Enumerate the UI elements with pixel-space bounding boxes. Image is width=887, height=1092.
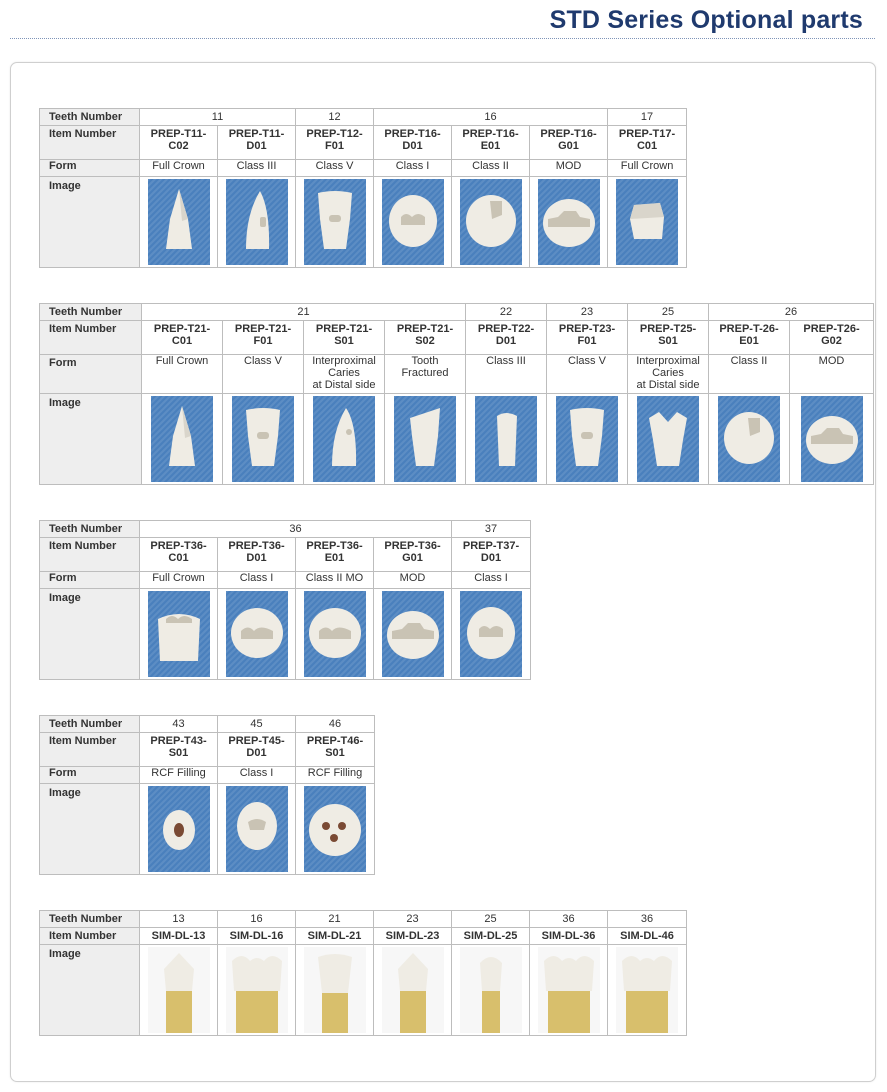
tooth-number-cell: 22 xyxy=(466,304,547,321)
molar-class-ii-prep-icon[interactable] xyxy=(304,591,366,677)
item-number-cell xyxy=(374,538,452,572)
form-cell xyxy=(547,355,628,394)
item-code-line: C01 xyxy=(636,140,658,152)
image-cell xyxy=(374,589,452,680)
form-label: Form xyxy=(40,572,140,589)
molar-sim-tooth-icon[interactable] xyxy=(538,947,600,1033)
form-cell: Class III xyxy=(218,160,296,177)
anterior-class-iii-prep-icon[interactable] xyxy=(226,179,288,265)
anterior-full-crown-prep-icon[interactable] xyxy=(148,179,210,265)
tooth-number-cell: 17 xyxy=(608,109,687,126)
item-number-label: Item Number xyxy=(40,538,140,572)
tooth-number-cell: 36 xyxy=(608,911,687,928)
tooth-illustration xyxy=(148,947,210,1033)
tooth-illustration xyxy=(475,396,537,482)
image-cell xyxy=(547,394,628,485)
item-number-cell xyxy=(790,321,874,355)
item-number-cell xyxy=(296,538,374,572)
item-code-line: E01 xyxy=(480,140,501,152)
form-line: Tooth xyxy=(411,355,439,367)
item-number-cell xyxy=(709,321,790,355)
image-cell xyxy=(374,945,452,1036)
form-line: Fractured xyxy=(401,367,449,379)
incisor-sim-tooth-icon[interactable] xyxy=(304,947,366,1033)
anterior-rcf-prep-icon[interactable] xyxy=(148,786,210,872)
item-code-line: E01 xyxy=(739,335,759,347)
image-cell xyxy=(530,945,608,1036)
tooth-number-cell: 46 xyxy=(296,716,375,733)
image-cell xyxy=(452,589,531,680)
tooth-illustration xyxy=(382,591,444,677)
item-code-line: PREP-T43- xyxy=(150,735,207,747)
image-label: Image xyxy=(40,394,142,485)
item-code-line: D01 xyxy=(402,140,423,152)
anterior-caries-prep-icon[interactable] xyxy=(313,396,375,482)
item-number-cell xyxy=(140,126,218,160)
form-cell xyxy=(223,355,304,394)
form-cell xyxy=(304,355,385,394)
item-number-label: Item Number xyxy=(40,928,140,945)
item-code-line: S02 xyxy=(415,335,435,347)
item-number-cell xyxy=(296,126,374,160)
molar-mod-prep-icon[interactable] xyxy=(538,179,600,265)
anterior-class-v-prep-icon[interactable] xyxy=(556,396,618,482)
form-line: Caries xyxy=(328,367,360,379)
tooth-illustration xyxy=(382,179,444,265)
parts-table-2 xyxy=(39,303,874,485)
form-line: at Distal side xyxy=(636,379,700,391)
molar-class-i-prep-icon[interactable] xyxy=(382,179,444,265)
tooth-illustration xyxy=(226,786,288,872)
form-cell xyxy=(790,355,874,394)
item-number-label: Item Number xyxy=(40,733,140,767)
image-cell xyxy=(218,784,296,875)
item-code-line: PREP-T26- xyxy=(803,323,860,335)
form-cell xyxy=(628,355,709,394)
image-cell xyxy=(296,784,375,875)
tooth-illustration xyxy=(382,947,444,1033)
form-cell: MOD xyxy=(530,160,608,177)
item-number-cell: SIM-DL-13 xyxy=(140,928,218,945)
molar-mod-prep-icon[interactable] xyxy=(801,396,863,482)
image-cell xyxy=(140,589,218,680)
image-cell xyxy=(466,394,547,485)
item-code-line: PREP-T21- xyxy=(315,323,373,335)
item-number-cell: SIM-DL-46 xyxy=(608,928,687,945)
item-code-line: D01 xyxy=(480,552,502,564)
item-number-cell: SIM-DL-36 xyxy=(530,928,608,945)
item-code-line: PREP-T22- xyxy=(477,323,535,335)
item-code-line: C01 xyxy=(171,335,193,347)
item-code-line: PREP-T21- xyxy=(234,323,292,335)
item-number-cell: SIM-DL-16 xyxy=(218,928,296,945)
molar-mod-prep-icon[interactable] xyxy=(382,591,444,677)
image-cell xyxy=(140,945,218,1036)
tooth-number-cell: 16 xyxy=(374,109,608,126)
image-cell xyxy=(223,394,304,485)
item-number-cell xyxy=(385,321,466,355)
item-code-line: PREP-T17- xyxy=(618,128,676,140)
form-cell: Class V xyxy=(296,160,374,177)
item-code-line: PREP-T36- xyxy=(228,540,285,552)
form-line: Class V xyxy=(244,355,282,367)
form-cell xyxy=(385,355,466,394)
image-cell xyxy=(608,177,687,268)
tooth-illustration xyxy=(148,786,210,872)
item-code-line: D01 xyxy=(246,552,267,564)
form-cell: Class I xyxy=(452,572,531,589)
image-cell xyxy=(296,589,374,680)
form-label: Form xyxy=(40,355,142,394)
item-code-line: G01 xyxy=(558,140,579,152)
tooth-illustration xyxy=(226,591,288,677)
image-cell xyxy=(296,945,374,1036)
tooth-illustration xyxy=(718,396,780,482)
item-code-line: PREP-T21- xyxy=(396,323,454,335)
tooth-illustration xyxy=(232,396,294,482)
tooth-number-cell: 36 xyxy=(140,521,452,538)
image-cell xyxy=(452,945,530,1036)
form-line: Class II xyxy=(730,355,768,367)
tooth-illustration xyxy=(304,591,366,677)
item-number-cell xyxy=(547,321,628,355)
form-line: Class III xyxy=(486,355,526,367)
molar-full-crown-prep-icon[interactable] xyxy=(616,179,678,265)
form-line: MOD xyxy=(818,355,845,367)
image-cell xyxy=(218,177,296,268)
tooth-number-cell: 21 xyxy=(142,304,466,321)
parts-table-3 xyxy=(39,520,531,680)
form-cell: Full Crown xyxy=(140,160,218,177)
tooth-illustration xyxy=(801,396,863,482)
item-code-line: PREP-T23- xyxy=(558,323,616,335)
item-code-line: F01 xyxy=(325,140,344,152)
tooth-illustration xyxy=(226,947,288,1033)
molar-sim-tooth-icon[interactable] xyxy=(226,947,288,1033)
item-code-line: S01 xyxy=(658,335,678,347)
form-line: Caries xyxy=(652,367,684,379)
molar-class-i-prep-icon[interactable] xyxy=(460,591,522,677)
tooth-number-cell: 12 xyxy=(296,109,374,126)
tooth-illustration xyxy=(556,396,618,482)
item-code-line: G01 xyxy=(402,552,423,564)
form-label: Form xyxy=(40,160,140,177)
item-number-cell: SIM-DL-23 xyxy=(374,928,452,945)
item-code-line: PREP-T12- xyxy=(306,128,363,140)
form-cell: Class II MO xyxy=(296,572,374,589)
tooth-number-cell: 25 xyxy=(452,911,530,928)
form-cell: Class I xyxy=(218,572,296,589)
tooth-number-cell: 25 xyxy=(628,304,709,321)
item-code-line: G02 xyxy=(821,335,842,347)
image-cell xyxy=(608,945,687,1036)
form-line: at Distal side xyxy=(312,379,376,391)
teeth-number-label: Teeth Number xyxy=(40,911,140,928)
sim-teeth-table xyxy=(39,910,687,1036)
teeth-number-label: Teeth Number xyxy=(40,304,142,321)
tooth-illustration xyxy=(304,179,366,265)
image-label: Image xyxy=(40,589,140,680)
item-code-line: PREP-T36- xyxy=(384,540,441,552)
anterior-full-crown-prep-icon[interactable] xyxy=(151,396,213,482)
item-code-line: F01 xyxy=(253,335,273,347)
form-line: Class V xyxy=(568,355,606,367)
anterior-class-v-prep-icon[interactable] xyxy=(304,179,366,265)
item-number-cell xyxy=(218,538,296,572)
image-label: Image xyxy=(40,945,140,1036)
image-cell xyxy=(140,177,218,268)
image-cell xyxy=(142,394,223,485)
form-line: Interproximal xyxy=(312,355,376,367)
molar-class-i-prep-icon[interactable] xyxy=(226,591,288,677)
form-cell: Class II xyxy=(452,160,530,177)
form-cell: Full Crown xyxy=(608,160,687,177)
item-number-cell xyxy=(142,321,223,355)
form-cell xyxy=(142,355,223,394)
item-number-label: Item Number xyxy=(40,321,142,355)
image-cell xyxy=(452,177,530,268)
image-label: Image xyxy=(40,177,140,268)
tooth-illustration xyxy=(538,179,600,265)
form-cell xyxy=(709,355,790,394)
item-number-cell xyxy=(140,733,218,767)
item-number-cell xyxy=(452,126,530,160)
item-number-cell xyxy=(218,126,296,160)
parts-table-1 xyxy=(39,108,687,268)
tooth-illustration xyxy=(226,179,288,265)
item-code-line: PREP-T37- xyxy=(462,540,520,552)
form-cell: Full Crown xyxy=(140,572,218,589)
tooth-illustration xyxy=(460,947,522,1033)
image-cell xyxy=(296,177,374,268)
form-cell xyxy=(466,355,547,394)
image-cell xyxy=(374,177,452,268)
tooth-illustration xyxy=(538,947,600,1033)
item-code-line: PREP-T36- xyxy=(150,540,207,552)
item-code-line: PREP-T21- xyxy=(153,323,211,335)
tooth-number-cell: 26 xyxy=(709,304,874,321)
item-number-cell xyxy=(296,733,375,767)
title-divider xyxy=(10,38,875,39)
form-cell: RCF Filling xyxy=(296,767,375,784)
canine-sim-tooth-icon[interactable] xyxy=(382,947,444,1033)
tooth-number-cell: 21 xyxy=(296,911,374,928)
tooth-illustration xyxy=(616,947,678,1033)
item-number-cell xyxy=(628,321,709,355)
item-number-cell xyxy=(218,733,296,767)
image-cell xyxy=(218,945,296,1036)
item-code-line: PREP-T16- xyxy=(384,128,441,140)
item-code-line: C01 xyxy=(168,552,189,564)
form-line: Full Crown xyxy=(155,355,209,367)
form-cell: RCF Filling xyxy=(140,767,218,784)
form-cell: Class I xyxy=(374,160,452,177)
image-label: Image xyxy=(40,784,140,875)
item-code-line: S01 xyxy=(325,747,345,759)
tooth-illustration xyxy=(304,947,366,1033)
item-code-line: PREP-T25- xyxy=(639,323,697,335)
item-code-line: PREP-T-26- xyxy=(719,323,779,335)
item-number-cell xyxy=(608,126,687,160)
item-number-label: Item Number xyxy=(40,126,140,160)
item-number-cell xyxy=(140,538,218,572)
tooth-number-cell: 13 xyxy=(140,911,218,928)
item-code-line: E01 xyxy=(324,552,345,564)
tooth-number-cell: 45 xyxy=(218,716,296,733)
tooth-illustration xyxy=(313,396,375,482)
molar-sim-tooth-icon[interactable] xyxy=(616,947,678,1033)
molar-class-ii-prep-icon[interactable] xyxy=(718,396,780,482)
tooth-illustration xyxy=(148,179,210,265)
item-code-line: S01 xyxy=(168,747,189,759)
premolar-class-i-prep-icon[interactable] xyxy=(226,786,288,872)
item-code-line: PREP-T36- xyxy=(306,540,363,552)
tooth-number-cell: 37 xyxy=(452,521,531,538)
item-number-cell xyxy=(466,321,547,355)
tooth-illustration xyxy=(616,179,678,265)
tooth-number-cell: 36 xyxy=(530,911,608,928)
anterior-fractured-prep-icon[interactable] xyxy=(394,396,456,482)
tooth-illustration xyxy=(151,396,213,482)
tooth-illustration xyxy=(304,786,366,872)
item-number-cell xyxy=(530,126,608,160)
item-code-line: S01 xyxy=(334,335,354,347)
item-number-cell: SIM-DL-21 xyxy=(296,928,374,945)
premolar-caries-prep-icon[interactable] xyxy=(637,396,699,482)
image-cell xyxy=(709,394,790,485)
tooth-number-cell: 43 xyxy=(140,716,218,733)
image-cell xyxy=(790,394,874,485)
image-cell xyxy=(628,394,709,485)
tooth-number-cell: 23 xyxy=(374,911,452,928)
image-cell xyxy=(218,589,296,680)
molar-rcf-prep-icon[interactable] xyxy=(304,786,366,872)
item-code-line: PREP-T11- xyxy=(228,128,285,140)
tooth-number-cell: 11 xyxy=(140,109,296,126)
teeth-number-label: Teeth Number xyxy=(40,521,140,538)
molar-class-ii-prep-icon[interactable] xyxy=(460,179,522,265)
item-number-cell: SIM-DL-25 xyxy=(452,928,530,945)
form-cell: Class I xyxy=(218,767,296,784)
tooth-illustration xyxy=(460,591,522,677)
item-code-line: PREP-T16- xyxy=(540,128,597,140)
tooth-number-cell: 16 xyxy=(218,911,296,928)
item-code-line: C02 xyxy=(168,140,189,152)
item-code-line: PREP-T45- xyxy=(228,735,285,747)
image-cell xyxy=(530,177,608,268)
form-cell: MOD xyxy=(374,572,452,589)
teeth-number-label: Teeth Number xyxy=(40,716,140,733)
item-number-cell xyxy=(223,321,304,355)
item-code-line: PREP-T11- xyxy=(150,128,207,140)
anterior-class-iii-prep-icon[interactable] xyxy=(475,396,537,482)
item-code-line: PREP-T46- xyxy=(306,735,364,747)
page-title: STD Series Optional parts xyxy=(549,6,863,34)
tooth-illustration xyxy=(637,396,699,482)
canine-sim-tooth-icon[interactable] xyxy=(148,947,210,1033)
image-cell xyxy=(385,394,466,485)
item-code-line: PREP-T16- xyxy=(462,128,519,140)
item-code-line: D01 xyxy=(246,747,267,759)
tooth-illustration xyxy=(148,591,210,677)
tooth-illustration xyxy=(460,179,522,265)
item-number-cell xyxy=(452,538,531,572)
molar-full-crown-prep-icon[interactable] xyxy=(148,591,210,677)
form-line: Interproximal xyxy=(636,355,700,367)
teeth-number-label: Teeth Number xyxy=(40,109,140,126)
anterior-class-v-prep-icon[interactable] xyxy=(232,396,294,482)
premolar-sim-tooth-icon[interactable] xyxy=(460,947,522,1033)
item-code-line: D01 xyxy=(246,140,267,152)
parts-table-4 xyxy=(39,715,375,875)
tooth-number-cell: 23 xyxy=(547,304,628,321)
item-code-line: F01 xyxy=(577,335,597,347)
image-cell xyxy=(140,784,218,875)
tooth-illustration xyxy=(394,396,456,482)
item-code-line: D01 xyxy=(495,335,517,347)
form-label: Form xyxy=(40,767,140,784)
item-number-cell xyxy=(374,126,452,160)
item-number-cell xyxy=(304,321,385,355)
image-cell xyxy=(304,394,385,485)
